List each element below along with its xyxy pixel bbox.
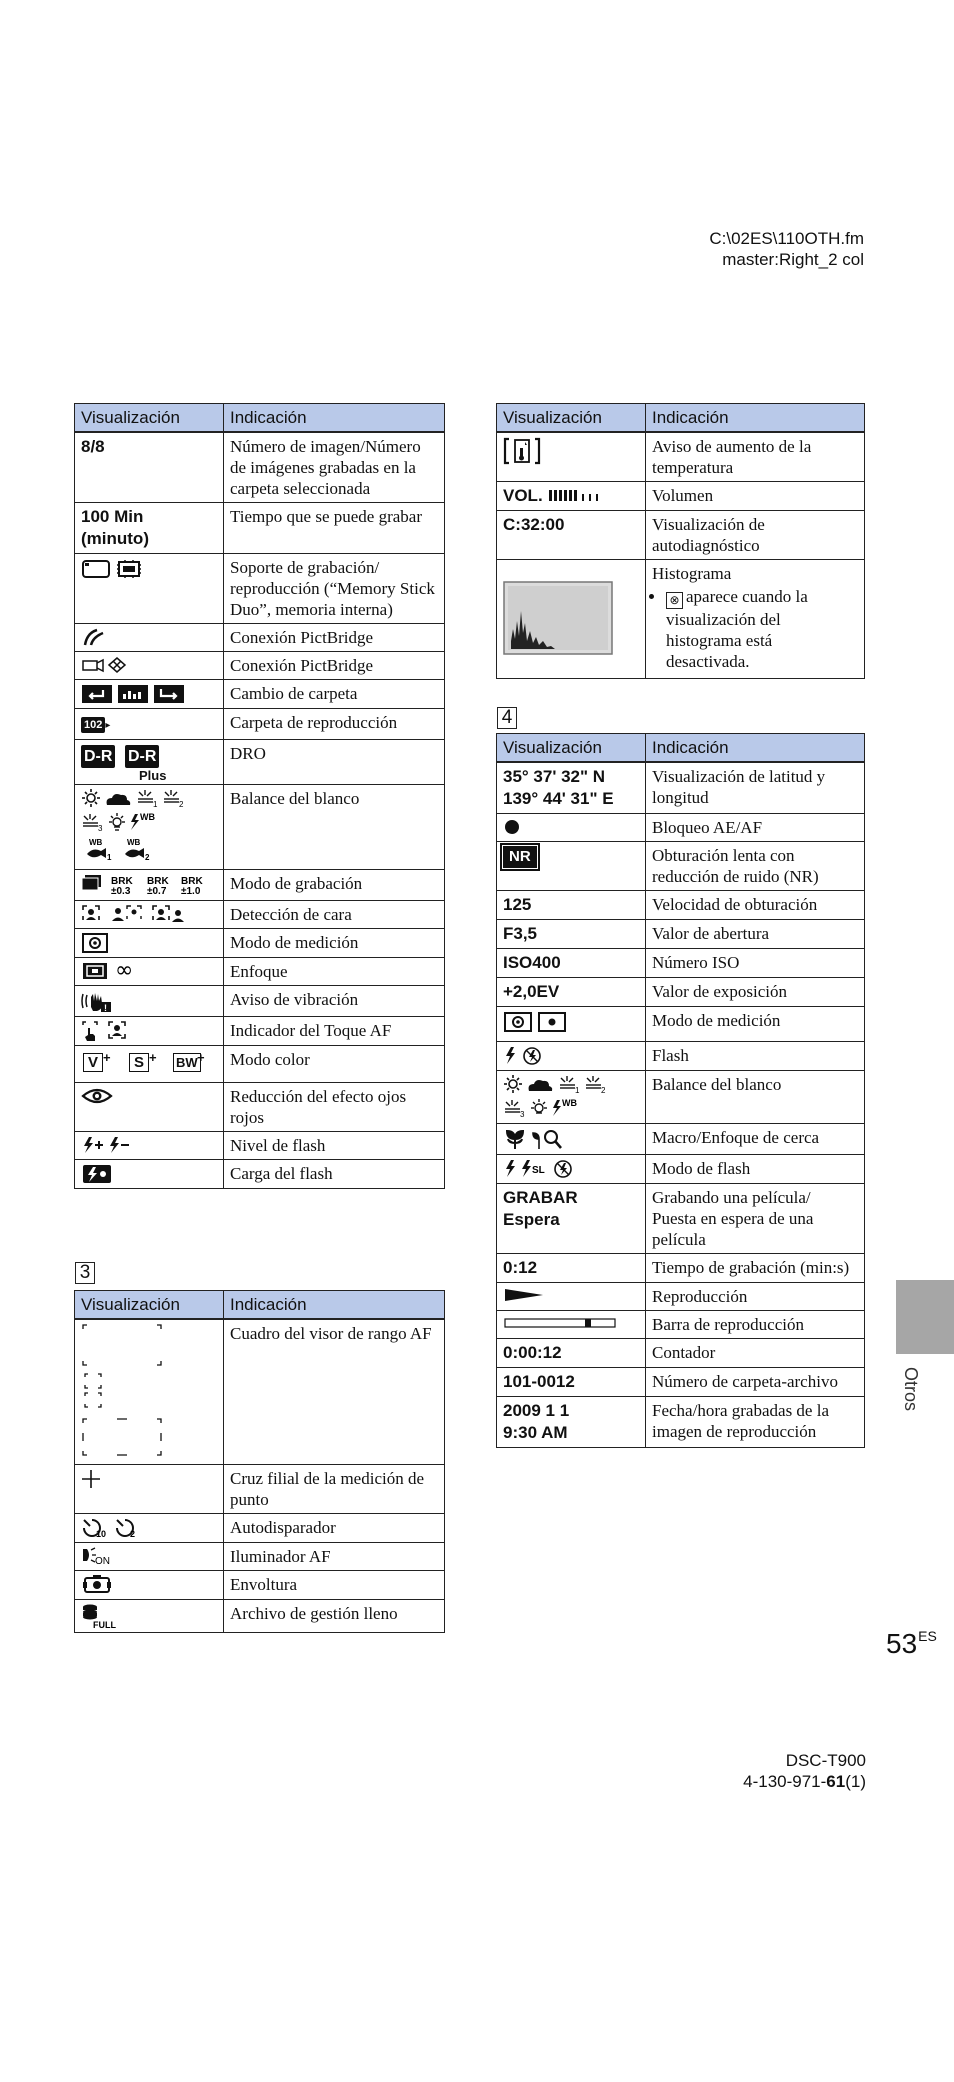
indication-cell: Balance del blanco [224, 785, 445, 870]
col-indicacion: Indicación [646, 404, 865, 433]
table-row [75, 986, 445, 1017]
table-row [75, 709, 445, 740]
indication-cell: Indicador del Toque AF [224, 1017, 445, 1046]
indication-cell: Cuadro del visor de rango AF [224, 1319, 445, 1465]
svg-text:2: 2 [601, 1086, 606, 1095]
table-row [75, 929, 445, 958]
white-balance-icons-2 [497, 1071, 646, 1124]
playback-arrow-icon [497, 1283, 646, 1311]
indication-cell: Grabando una película/ Puesta en espera de una película [646, 1184, 865, 1254]
indication-cell: Cambio de carpeta [224, 680, 445, 709]
display-cell: +2,0EV [497, 978, 646, 1007]
table-row [497, 949, 865, 978]
section-number-4: 4 [497, 707, 517, 729]
table-row [497, 842, 865, 891]
table-row [497, 1184, 865, 1254]
flash-level-icons [75, 1132, 224, 1160]
table-row [75, 1017, 445, 1046]
display-cell: 100 Min (minuto) [75, 503, 224, 554]
wrap-icon [75, 1571, 224, 1600]
red-eye-icon [75, 1083, 224, 1132]
indication-cell: Modo de medición [646, 1007, 865, 1042]
indication-cell: Número ISO [646, 949, 865, 978]
table-row [497, 560, 865, 679]
indication-cell: Reducción del efecto ojos rojos [224, 1083, 445, 1132]
table-row [497, 1042, 865, 1071]
shake-warning-icon [75, 986, 224, 1017]
display-cell: 0:12 [497, 1254, 646, 1283]
indication-cell: Aviso de aumento de la temperatura [646, 432, 865, 482]
pictbridge-icon [75, 624, 224, 652]
svg-text:±1.0: ±1.0 [181, 886, 201, 897]
metering-icons [497, 1007, 646, 1042]
table-c [496, 403, 865, 679]
table-row [75, 1600, 445, 1633]
svg-text:WB: WB [140, 812, 155, 822]
svg-text:±0.7: ±0.7 [147, 886, 167, 897]
indication-cell: Archivo de gestión lleno [224, 1600, 445, 1633]
footer [743, 1750, 866, 1792]
part-code: 4-130-971-61(1) [743, 1772, 866, 1791]
col-indicacion: Indicación [224, 404, 445, 433]
table-row [75, 901, 445, 929]
svg-text:WB: WB [127, 838, 141, 847]
spot-cross-icon [75, 1465, 224, 1514]
svg-text:BRK: BRK [111, 876, 133, 887]
face-detect-icons [75, 901, 224, 929]
focus-icons [75, 958, 224, 986]
col-visualizacion: Visualización [75, 1291, 224, 1320]
volume-display: VOL. [497, 482, 646, 511]
flash-mode-icons [497, 1155, 646, 1184]
color-mode-icons: V + S + BW + [75, 1046, 224, 1083]
touch-af-icons [75, 1017, 224, 1046]
table-row [497, 814, 865, 842]
page-number: $53^{ES}$ [886, 1628, 937, 1659]
table-row [497, 1254, 865, 1283]
indication-cell: Nivel de flash [224, 1132, 445, 1160]
indication-cell: Envoltura [224, 1571, 445, 1600]
svg-text:WB: WB [562, 1098, 577, 1108]
table-row [497, 920, 865, 949]
table-row [497, 1368, 865, 1397]
dro-icon: D-R D-R Plus [75, 740, 224, 785]
side-tab [896, 1280, 954, 1354]
indication-cell: Tiempo que se puede grabar [224, 503, 445, 554]
indication-cell: Reproducción [646, 1283, 865, 1311]
svg-text:±0.3: ±0.3 [111, 886, 131, 897]
file-path: C:\02ES\110OTH.fm [709, 229, 864, 248]
col-indicacion: Indicación [224, 1291, 445, 1320]
svg-text:WB: WB [89, 838, 103, 847]
table-row [75, 1514, 445, 1543]
metering-icon [75, 929, 224, 958]
table-row [497, 1071, 865, 1124]
svg-text:1: 1 [153, 800, 158, 809]
table-row [497, 891, 865, 920]
table-row [497, 1397, 865, 1448]
table-row [75, 1571, 445, 1600]
indication-cell: Modo color [224, 1046, 445, 1083]
indication-cell: Macro/Enfoque de cerca [646, 1124, 865, 1155]
svg-text:1: 1 [575, 1086, 580, 1095]
table-row [75, 1132, 445, 1160]
display-cell: 35° 37' 32" N 139° 44' 31" E [497, 762, 646, 814]
svg-text:SL: SL [532, 1165, 545, 1176]
table-row [75, 740, 445, 785]
indication-cell: Modo de medición [224, 929, 445, 958]
indication-cell: Aviso de vibración [224, 986, 445, 1017]
indication-cell: Velocidad de obturación [646, 891, 865, 920]
folder-change-icon [75, 680, 224, 709]
col-visualizacion: Visualización [497, 734, 646, 763]
svg-text:2: 2 [130, 1529, 136, 1539]
svg-text:BRK: BRK [181, 876, 203, 887]
svg-text:2: 2 [145, 853, 150, 862]
svg-text:BRK: BRK [147, 876, 169, 887]
white-balance-icons [75, 785, 224, 870]
self-timer-icons [75, 1514, 224, 1543]
table-row [497, 1283, 865, 1311]
indication-cell: Visualización de latitud y longitud [646, 762, 865, 814]
table-row [75, 554, 445, 624]
svg-text:2: 2 [179, 800, 184, 809]
table-row [75, 958, 445, 986]
indication-cell: Valor de exposición [646, 978, 865, 1007]
ae-af-lock-icon [497, 814, 646, 842]
indication-cell: DRO [224, 740, 445, 785]
table-row [497, 432, 865, 482]
svg-text:10: 10 [96, 1529, 107, 1539]
col-indicacion: Indicación [646, 734, 865, 763]
table-row [75, 1319, 445, 1465]
display-cell: 2009 1 1 9:30 AM [497, 1397, 646, 1448]
table-header-row [497, 404, 865, 433]
display-cell: 101-0012 [497, 1368, 646, 1397]
indication-cell: Volumen [646, 482, 865, 511]
col-visualizacion: Visualización [75, 404, 224, 433]
table-b [74, 1290, 445, 1633]
nr-icon: NR [497, 842, 646, 891]
svg-text:∞: ∞ [115, 961, 134, 981]
display-cell: F3,5 [497, 920, 646, 949]
file-header [709, 228, 864, 270]
table-row [75, 1465, 445, 1514]
svg-text:ON: ON [95, 1556, 110, 1566]
pictbridge-connect-icon [75, 652, 224, 680]
indication-cell: Histograma • ⊗ aparece cuando la visualización del histograma está desactivada. [646, 560, 865, 679]
bracket-icons [75, 870, 224, 901]
indication-cell: Modo de flash [646, 1155, 865, 1184]
histogram-icon [497, 560, 646, 679]
indication-cell: Detección de cara [224, 901, 445, 929]
histogram-note: • ⊗ aparece cuando la visualización del histograma está desactivada. [652, 586, 858, 672]
flash-icons [497, 1042, 646, 1071]
display-cell: 8/8 [75, 432, 224, 503]
table-row [497, 1311, 865, 1339]
svg-text:3: 3 [98, 824, 103, 833]
table-row [75, 624, 445, 652]
table-row [497, 482, 865, 511]
indication-cell: Fecha/hora grabadas de la imagen de reproducción [646, 1397, 865, 1448]
indication-cell: Obturación lenta con reducción de ruido (NR) [646, 842, 865, 891]
indication-cell: Número de carpeta-archivo [646, 1368, 865, 1397]
table-row [497, 1155, 865, 1184]
display-cell: ISO400 [497, 949, 646, 978]
display-cell: C:32:00 [497, 511, 646, 560]
indication-cell: Tiempo de grabación (min:s) [646, 1254, 865, 1283]
table-row [497, 511, 865, 560]
section-number-3: 3 [75, 1262, 95, 1284]
indication-cell: Enfoque [224, 958, 445, 986]
af-illuminator-icon [75, 1543, 224, 1571]
indication-cell: Cruz filial de la medición de punto [224, 1465, 445, 1514]
db-full-icon [75, 1600, 224, 1633]
indication-cell: Visualización de autodiagnóstico [646, 511, 865, 560]
model-name: DSC-T900 [785, 1751, 866, 1770]
indication-cell: Contador [646, 1339, 865, 1368]
table-row [75, 1083, 445, 1132]
table-row [75, 1046, 445, 1083]
indication-cell: Balance del blanco [646, 1071, 865, 1124]
af-range-frames-icon [75, 1319, 224, 1465]
indication-cell: Número de imagen/Número de imágenes grabadas en la carpeta seleccionada [224, 432, 445, 503]
table-row [497, 1339, 865, 1368]
indication-cell: Soporte de grabación/ reproducción (“Memory Stick Duo”, memoria interna) [224, 554, 445, 624]
table-row [75, 870, 445, 901]
table-row [497, 978, 865, 1007]
indication-cell: Bloqueo AE/AF [646, 814, 865, 842]
memory-media-icon [75, 554, 224, 624]
master-name: master:Right_2 col [722, 250, 864, 269]
indication-cell: Carpeta de reproducción [224, 709, 445, 740]
playback-folder-icon: 102 ▸ [75, 709, 224, 740]
table-d [496, 733, 865, 1448]
svg-text:!: ! [104, 1003, 107, 1013]
table-row [75, 785, 445, 870]
col-visualizacion: Visualización [497, 404, 646, 433]
table-row [75, 1543, 445, 1571]
display-cell: GRABAR Espera [497, 1184, 646, 1254]
table-row [497, 1124, 865, 1155]
side-tab-label: Otros [901, 1367, 921, 1412]
indication-cell: Carga del flash [224, 1160, 445, 1189]
table-row [497, 762, 865, 814]
table-row [75, 503, 445, 554]
indication-cell: Conexión PictBridge [224, 624, 445, 652]
table-row [75, 1160, 445, 1189]
indication-cell: Conexión PictBridge [224, 652, 445, 680]
table-header-row [75, 1291, 445, 1320]
svg-text:FULL: FULL [93, 1620, 116, 1629]
table-row [497, 1007, 865, 1042]
indication-cell: Modo de grabación [224, 870, 445, 901]
table-row [75, 432, 445, 503]
indication-cell: Valor de abertura [646, 920, 865, 949]
table-header-row [497, 734, 865, 763]
histogram-off-icon: ⊗ [666, 592, 683, 609]
temp-warning-icon [497, 432, 646, 482]
volume-bars-icon [547, 488, 609, 502]
table-a [74, 403, 445, 1189]
playback-bar-icon [497, 1311, 646, 1339]
indication-cell: Flash [646, 1042, 865, 1071]
svg-text:1: 1 [107, 853, 112, 862]
indication-cell: Barra de reproducción [646, 1311, 865, 1339]
display-cell: 125 [497, 891, 646, 920]
macro-icons [497, 1124, 646, 1155]
indication-cell: Iluminador AF [224, 1543, 445, 1571]
flash-charge-icon [75, 1160, 224, 1189]
indication-cell: Autodisparador [224, 1514, 445, 1543]
table-header-row [75, 404, 445, 433]
table-row [75, 680, 445, 709]
display-cell: 0:00:12 [497, 1339, 646, 1368]
table-row [75, 652, 445, 680]
svg-text:3: 3 [520, 1110, 525, 1118]
